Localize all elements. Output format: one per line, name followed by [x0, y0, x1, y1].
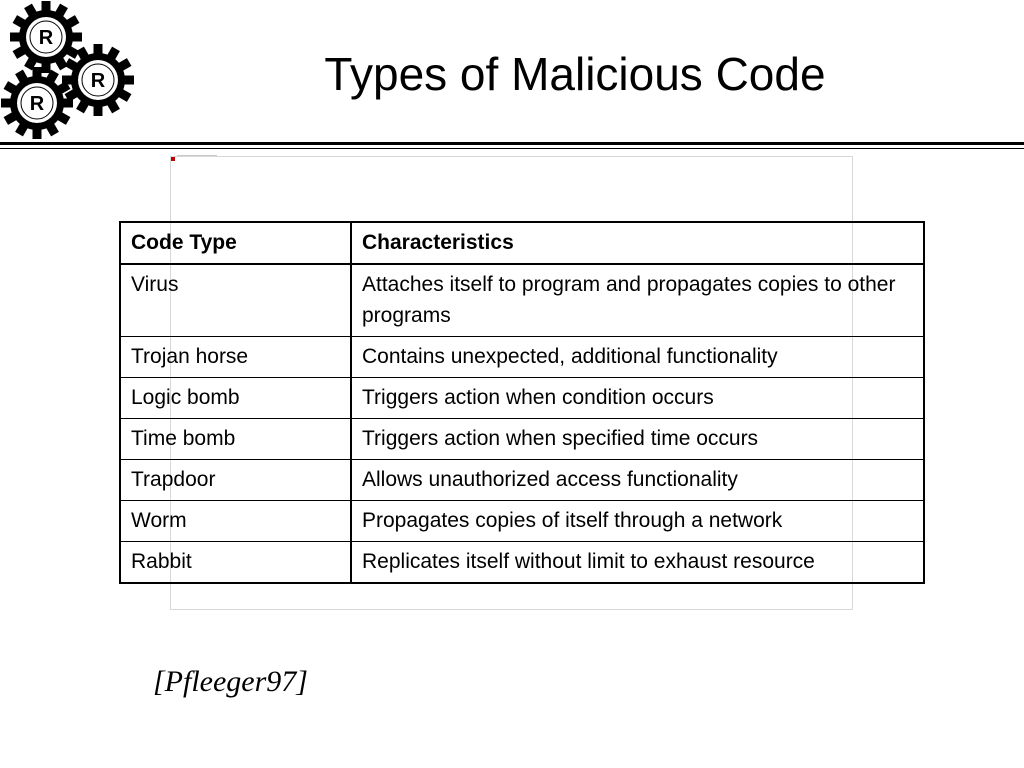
embedded-object-caption — [177, 155, 217, 159]
table-row — [120, 337, 924, 378]
column-header-code-type: Code Type — [120, 222, 351, 264]
gears-logo-icon — [0, 0, 140, 142]
table-header-row — [120, 222, 924, 264]
code-type-cell: Time bomb — [120, 419, 351, 460]
table-row — [120, 378, 924, 419]
table-row — [120, 501, 924, 542]
code-type-cell: Logic bomb — [120, 378, 351, 419]
characteristics-cell: Propagates copies of itself through a network — [351, 501, 924, 542]
gear-letter-right: R — [90, 70, 106, 92]
table-row — [120, 264, 924, 337]
code-type-cell: Rabbit — [120, 542, 351, 584]
title-divider-thin — [0, 148, 1024, 149]
citation: [Pfleeger97] — [153, 665, 308, 698]
column-header-characteristics: Characteristics — [351, 222, 924, 264]
characteristics-cell: Contains unexpected, additional functionality — [351, 337, 924, 378]
table-row — [120, 542, 924, 584]
characteristics-cell: Triggers action when condition occurs — [351, 378, 924, 419]
malicious-code-table-container — [119, 221, 923, 584]
characteristics-cell: Allows unauthorized access functionality — [351, 460, 924, 501]
code-type-cell: Worm — [120, 501, 351, 542]
embedded-object-icon — [171, 157, 175, 161]
code-type-cell: Virus — [120, 264, 351, 337]
code-type-cell: Trapdoor — [120, 460, 351, 501]
malicious-code-table — [119, 221, 925, 584]
slide-title: Types of Malicious Code — [324, 48, 826, 100]
characteristics-cell: Triggers action when specified time occurs — [351, 419, 924, 460]
characteristics-cell: Attaches itself to program and propagates copies to other programs — [351, 264, 924, 337]
table-row — [120, 419, 924, 460]
title-divider-thick — [0, 142, 1024, 145]
characteristics-cell: Replicates itself without limit to exhaust resource — [351, 542, 924, 584]
gear-letter-bottom: R — [29, 93, 45, 115]
table-row — [120, 460, 924, 501]
code-type-cell: Trojan horse — [120, 337, 351, 378]
gear-letter-top: R — [38, 27, 54, 49]
